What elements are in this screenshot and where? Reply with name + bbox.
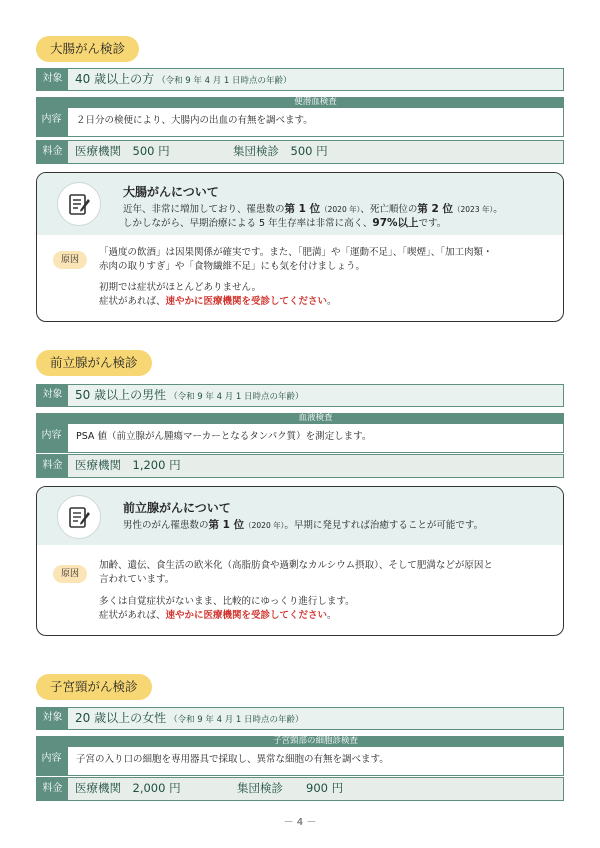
clipboard-pen-icon xyxy=(57,182,101,226)
desc-text: 、死亡順位の xyxy=(360,204,418,215)
content-label: 内容 xyxy=(36,736,67,776)
page-number: － 4 － xyxy=(283,817,317,828)
cause-line1: 「過度の飲酒」は因果関係が確実です。また、「肥満」や「運動不足」、「喫煙」、「加工肉類・ xyxy=(99,247,493,258)
target-text: 50 歳以上の男性 xyxy=(75,388,167,402)
desc-text: しかしながら、早期治療による 5 年生存率は非常に高く、 xyxy=(123,218,373,229)
desc-emph: 第 2 位 xyxy=(417,203,454,215)
desc-year: （2020 年） xyxy=(320,205,361,214)
fee-group: 集団検診 500 円 xyxy=(233,144,328,158)
content-text: PSA 値（前立腺がん腫瘍マーカーとなるタンパク質）を測定します。 xyxy=(67,424,564,453)
warning-text: 速やかに医療機関を受診してください xyxy=(165,610,328,621)
content-label: 内容 xyxy=(36,413,67,453)
note-line1: 初期では症状がほとんどありません。 xyxy=(99,282,262,293)
info-box-colorectal xyxy=(36,172,564,322)
target-label: 対象 xyxy=(37,69,68,90)
note-text: 症状があれば、 xyxy=(99,296,166,307)
info-desc-line1 xyxy=(123,518,483,533)
section-title-colorectal: 大腸がん検診 xyxy=(36,36,139,62)
content-text: 子宮の入り口の細胞を専用器具で採取し、異常な細胞の有無を調べます。 xyxy=(67,747,564,776)
target-value xyxy=(75,708,304,730)
fee-label: 料金 xyxy=(37,455,68,477)
fee-group: 集団検診 900 円 xyxy=(237,781,344,795)
info-desc-line1 xyxy=(123,202,503,217)
content-label: 内容 xyxy=(36,97,67,137)
fee-clinic: 医療機関 1,200 円 xyxy=(75,458,181,472)
note-text: 。 xyxy=(327,296,337,307)
cause-line2: 言われています。 xyxy=(99,574,175,585)
target-value xyxy=(75,385,304,407)
content-header: 血液検査 xyxy=(67,413,564,424)
target-row xyxy=(36,384,564,407)
cause-line2: 赤肉の取りすぎ」や「食物繊維不足」にも気を付けましょう。 xyxy=(99,261,366,272)
target-note: （令和 9 年 4 月 1 日時点の年齢） xyxy=(169,392,304,402)
desc-text: 。早期に発見すれば治癒することが可能です。 xyxy=(284,520,484,531)
fee-row xyxy=(36,777,564,801)
info-desc-line2 xyxy=(123,216,446,231)
fee-label: 料金 xyxy=(37,778,68,800)
note-text: 。 xyxy=(327,610,337,621)
target-label: 対象 xyxy=(37,708,68,729)
desc-emph: 97%以上 xyxy=(372,217,419,229)
content-text: ２日分の検便により、大腸内の出血の有無を調べます。 xyxy=(67,108,564,137)
fee-clinic: 医療機関 500 円 xyxy=(75,144,170,158)
target-note: （令和 9 年 4 月 1 日時点の年齢） xyxy=(157,76,292,86)
content-row xyxy=(36,413,564,453)
fee-label: 料金 xyxy=(37,141,68,163)
desc-text: 近年、非常に増加しており、罹患数の xyxy=(123,204,285,215)
target-label: 対象 xyxy=(37,385,68,406)
target-note: （令和 9 年 4 月 1 日時点の年齢） xyxy=(169,715,304,725)
target-row xyxy=(36,707,564,730)
desc-emph: 第 1 位 xyxy=(208,519,245,531)
note-line1: 多くは自覚症状がないまま、比較的にゆっくり進行します。 xyxy=(99,596,355,607)
note-line2 xyxy=(99,609,337,623)
content-row xyxy=(36,736,564,776)
desc-emph: 第 1 位 xyxy=(284,203,321,215)
info-box-prostate xyxy=(36,486,564,636)
cause-line1: 加齢、遺伝、食生活の欧米化（高脂肪食や過剰なカルシウム摂取）、そして肥満などが原因と xyxy=(99,560,493,571)
note-line2 xyxy=(99,295,337,309)
target-row xyxy=(36,68,564,91)
desc-year: （2023 年） xyxy=(453,205,494,214)
content-header: 便潜血検査 xyxy=(67,97,564,108)
section-title-prostate: 前立腺がん検診 xyxy=(36,350,152,376)
desc-year: （2020 年） xyxy=(244,521,285,530)
info-title: 前立腺がんについて xyxy=(123,501,231,515)
desc-text: です。 xyxy=(418,218,447,229)
desc-text: 男性のがん罹患数の xyxy=(123,520,209,531)
cause-badge: 原因 xyxy=(53,251,87,269)
target-value xyxy=(75,69,292,91)
section-title-cervical: 子宮頸がん検診 xyxy=(36,674,152,700)
info-header xyxy=(37,487,563,545)
fee-clinic: 医療機関 2,000 円 xyxy=(75,781,181,795)
clipboard-pen-icon xyxy=(57,495,101,539)
content-row xyxy=(36,97,564,137)
target-text: 40 歳以上の方 xyxy=(75,72,155,86)
fee-row xyxy=(36,140,564,164)
content-header: 子宮頸部の細胞診検査 xyxy=(67,736,564,747)
info-title: 大腸がんについて xyxy=(123,185,219,199)
cause-badge: 原因 xyxy=(53,565,87,583)
desc-text: 。 xyxy=(493,204,503,215)
note-text: 症状があれば、 xyxy=(99,610,166,621)
fee-row xyxy=(36,454,564,478)
warning-text: 速やかに医療機関を受診してください xyxy=(165,296,328,307)
target-text: 20 歳以上の女性 xyxy=(75,711,167,725)
